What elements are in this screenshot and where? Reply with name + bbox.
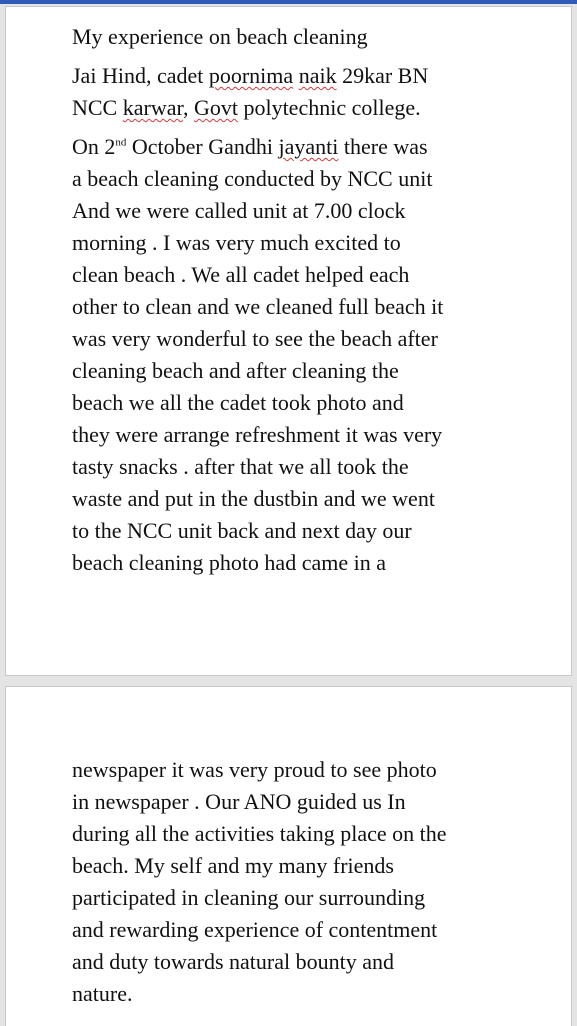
spellcheck-word-karwar[interactable]: karwar bbox=[122, 95, 183, 120]
spellcheck-word-jayanti[interactable]: jayanti bbox=[278, 134, 339, 159]
document-page-2 bbox=[5, 686, 572, 1026]
ordinal-superscript: nd bbox=[115, 136, 127, 149]
body-line: cleaning beach and after cleaning the bbox=[72, 358, 399, 383]
body-first-part-d: there was bbox=[338, 134, 428, 159]
body-line: to the NCC unit back and next day our bbox=[72, 518, 412, 543]
intro-line-1 bbox=[72, 60, 542, 92]
body-line: newspaper it was very proud to see photo bbox=[72, 757, 437, 782]
body-line: beach cleaning photo had came in a bbox=[72, 550, 386, 575]
spellcheck-word-govt[interactable]: Govt bbox=[193, 95, 238, 120]
intro-line-2-part-c: , bbox=[182, 95, 194, 120]
body-paragraph bbox=[72, 131, 542, 579]
document-title-block bbox=[72, 21, 542, 53]
document-title: My experience on beach cleaning bbox=[72, 24, 368, 49]
body-line-first bbox=[72, 131, 542, 163]
intro-line-2-part-e: polytechnic college. bbox=[237, 95, 421, 120]
intro-paragraph bbox=[72, 60, 542, 124]
intro-line-1-part-e: 29kar BN bbox=[336, 63, 429, 88]
document-page-1 bbox=[5, 6, 572, 676]
body-first-part-a: On 2 bbox=[72, 134, 116, 159]
body-line: and duty towards natural bounty and bbox=[72, 949, 394, 974]
body-first-part-b: October Gandhi bbox=[126, 134, 279, 159]
body-line: participated in cleaning our surrounding bbox=[72, 885, 426, 910]
body-line: clean beach . We all cadet helped each bbox=[72, 262, 410, 287]
intro-line-2-part-a: NCC bbox=[72, 95, 123, 120]
body-line: nature. bbox=[72, 981, 133, 1006]
body-line: during all the activities taking place on the bbox=[72, 821, 447, 846]
body-line: waste and put in the dustbin and we went bbox=[72, 486, 435, 511]
body-line: beach we all the cadet took photo and bbox=[72, 390, 404, 415]
body-line: they were arrange refreshment it was very bbox=[72, 422, 443, 447]
body-line: And we were called unit at 7.00 clock bbox=[72, 198, 406, 223]
body-line: a beach cleaning conducted by NCC unit bbox=[72, 166, 433, 191]
body-line: tasty snacks . after that we all took the bbox=[72, 454, 409, 479]
body-line: other to clean and we cleaned full beach it bbox=[72, 294, 444, 319]
page-1-text bbox=[72, 21, 542, 579]
body-line: was very wonderful to see the beach after bbox=[72, 326, 438, 351]
page-2-text bbox=[72, 754, 542, 1010]
window-top-bar bbox=[0, 0, 577, 4]
intro-line-2 bbox=[72, 92, 542, 124]
body-line: beach. My self and my many friends bbox=[72, 853, 394, 878]
body-line: in newspaper . Our ANO guided us In bbox=[72, 789, 406, 814]
spellcheck-word-poornima[interactable]: poornima bbox=[208, 63, 294, 88]
body-line: and rewarding experience of contentment bbox=[72, 917, 438, 942]
spellcheck-word-naik[interactable]: naik bbox=[298, 63, 337, 88]
body-line: morning . I was very much excited to bbox=[72, 230, 401, 255]
intro-line-1-part-a: Jai Hind, cadet bbox=[72, 63, 209, 88]
